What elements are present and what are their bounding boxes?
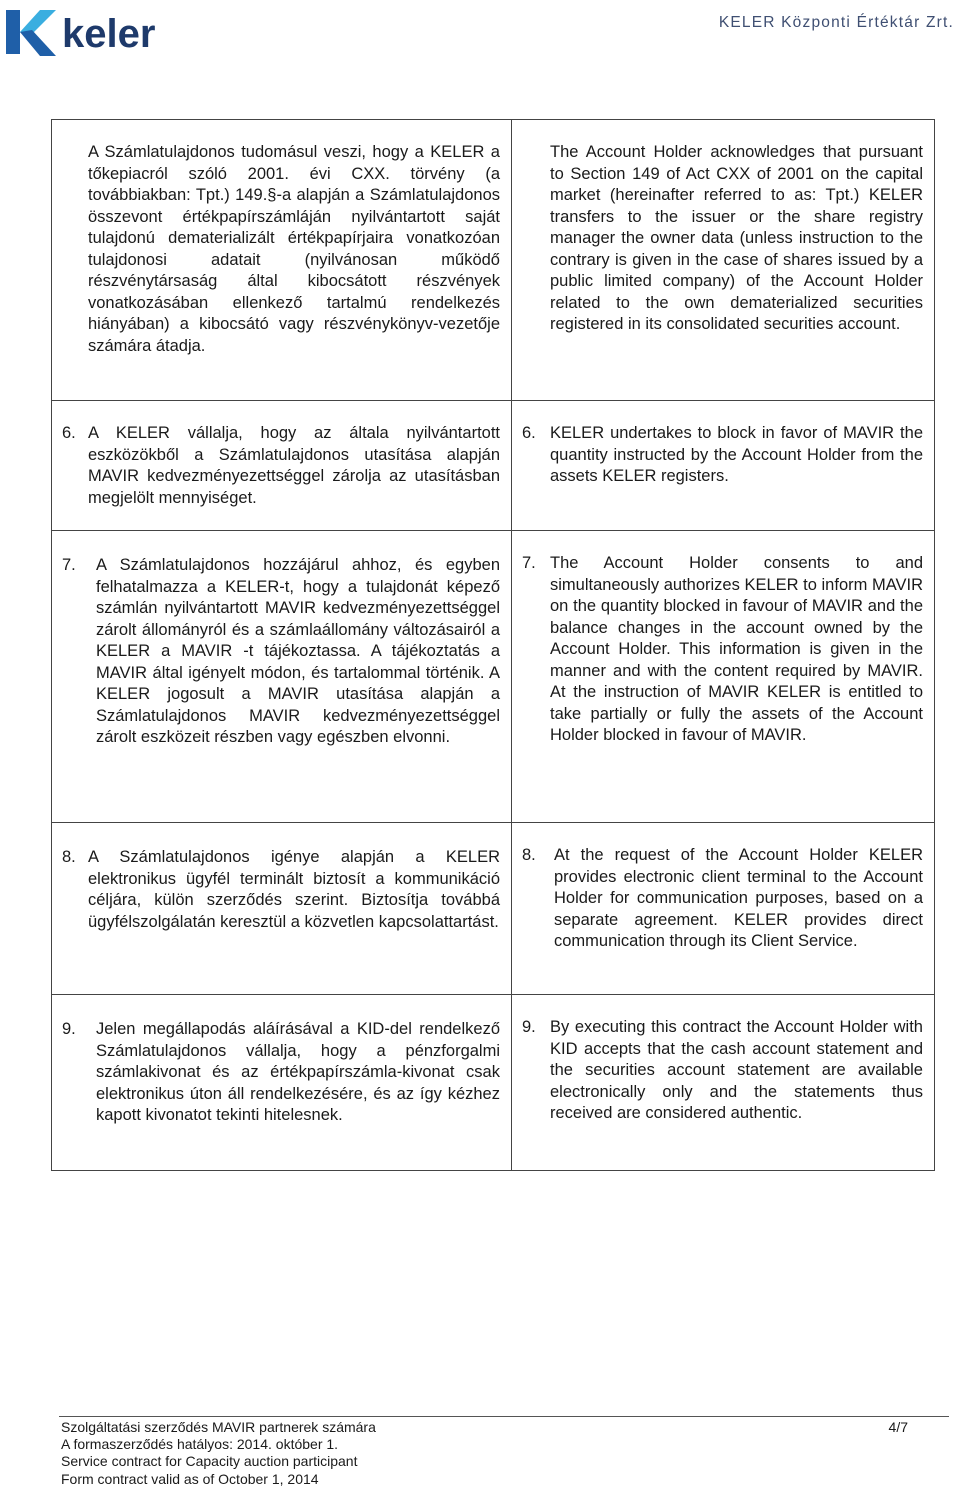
clause-en: [512, 995, 934, 1125]
clause-hungarian-cell: [52, 401, 512, 531]
clause-hungarian-cell: [52, 823, 512, 995]
clause-hu: [52, 531, 511, 749]
clause-text-en: The Account Holder consents to and simultaneously authorizes KELER to inform MAVIR on the quantity blocked in favour of MAVIR and the balance changes in the account owned by the Account Holder. This information is given in the manner and with the content required by MAVIR. At the instruction of MAVIR KELER is entitled to take partially or fully the assets of the Account Holder blocked in favour of MAVIR.: [550, 554, 923, 744]
clause-en: [512, 531, 934, 747]
clause-english-cell: [512, 995, 935, 1171]
footer-line-hu-title: Szolgáltatási szerződés MAVIR partnerek számára: [61, 1419, 376, 1435]
page-header: [0, 0, 960, 70]
clause-text-hu: A Számlatulajdonos hozzájárul ahhoz, és egyben felhatalmazza a KELER-t, hogy a tulajdonát képező számlán nyilvántartott MAVIR kedvezményezettséggel zárolt állományról és a számlaállomány változásairól a KELER a MAVIR -t tájékoztassa. A tájékoztatás a MAVIR által igényelt módon, és tartalommal történik. A KELER jogosult a MAVIR utasítása alapján a Számlatulajdonos MAVIR kedvezményezettséggel zárolt eszközeit részben vagy egészben elvonni.: [96, 556, 500, 746]
clause-english-cell: [512, 531, 935, 823]
clause-text-hu: A KELER vállalja, hogy az általa nyilvántartott eszközökből a Számlatulajdonos utasítása alapján MAVIR kedvezményezettséggel zárolja az utasításban megjelölt mennyiséget.: [88, 424, 500, 507]
footer-text: [61, 1419, 376, 1488]
clause-text-hu: A Számlatulajdonos igénye alapján a KELER elektronikus ügyfél terminált biztosít a kommunikáció céljára, külön szerződés szerint. Biztosítja továbbá ügyfélszolgálatán keresztül a közvetlen kapcsolattartást.: [88, 848, 500, 931]
clause-row: [52, 823, 935, 995]
clause-number-hu: 8.: [62, 848, 76, 866]
clause-number-hu: 7.: [62, 556, 76, 574]
clause-english-cell: [512, 823, 935, 995]
clause-text-hu: A Számlatulajdonos tudomásul veszi, hogy a KELER a tőkepiacról szóló 2001. évi CXX. törvény (a továbbiakban: Tpt.) 149.§-a alapján a Számlatulajdonos összevont értékpapírszámláján nyilvántartott saját tulajdonú dematerializált értékpapírjaira vonatkozóan tulajdonosi adatait (nyilvánosan működő részvénytársaság által kibocsátott részvények vonatkozásában ellenkező tartalmú rendelkezés hiányában) a kibocsátó vagy részvénykönyv-vezetője számára átadja.: [88, 143, 500, 355]
clause-text-en: By executing this contract the Account Holder with KID accepts that the cash account statement and the securities account statement are available electronically only and the statements thus received are considered authentic.: [550, 1018, 923, 1122]
clause-hu: [52, 823, 511, 933]
clause-text-en: The Account Holder acknowledges that pursuant to Section 149 of Act CXX of 2001 on the capital market (hereinafter referred to as: Tpt.) KELER transfers to the issuer or the share registry manager the owner data (unless instruction to the contrary is given in the case of shares issued by a public limited company) of the Account Holder related to the own dematerialized securities registered in its consolidated securities account.: [550, 143, 923, 333]
clause-row: [52, 401, 935, 531]
clause-number-en: 7.: [522, 554, 536, 572]
page-number: 4/7: [888, 1419, 908, 1435]
clause-row: [52, 995, 935, 1171]
clause-en: [512, 823, 934, 953]
clause-hu: [52, 401, 511, 509]
clause-number-en: 8.: [522, 846, 536, 864]
clause-text-hu: Jelen megállapodás aláírásával a KID-del rendelkező Számlatulajdonos vállalja, hogy a pénzforgalmi számlakivonat és az értékpapírszámla-kivonat csak elektronikus úton áll rendelkezésére, és az így kézhez kapott kivonatot tekinti hitelesnek.: [96, 1020, 500, 1124]
keler-logo: [4, 8, 194, 58]
keler-logo-text: keler: [62, 12, 156, 56]
clause-english-cell: [512, 401, 935, 531]
clause-row: [52, 531, 935, 823]
clause-hungarian-cell: [52, 531, 512, 823]
clause-number-en: 6.: [522, 424, 536, 442]
company-name: KELER Központi Értéktár Zrt.: [718, 14, 954, 31]
footer-line-hu-validity: A formaszerződés hatályos: 2014. október 1.: [61, 1436, 339, 1453]
keler-logo-icon: [6, 10, 56, 56]
clause-number-hu: 6.: [62, 424, 76, 442]
clause-number-en: 9.: [522, 1018, 536, 1036]
clause-text-en: KELER undertakes to block in favor of MAVIR the quantity instructed by the Account Holder from the assets KELER registers.: [550, 424, 923, 485]
footer-line-en-title: Service contract for Capacity auction participant: [61, 1453, 358, 1470]
clause-hungarian-cell: [52, 120, 512, 401]
contract-clauses-table: [51, 119, 935, 1171]
footer-line-en-validity: Form contract valid as of October 1, 2014: [61, 1470, 319, 1487]
clause-hu: [52, 995, 511, 1127]
clause-en: [512, 401, 934, 488]
footer-divider: [59, 1416, 949, 1417]
clause-hungarian-cell: [52, 995, 512, 1171]
clause-text-en: At the request of the Account Holder KELER provides electronic client terminal to the Account Holder for communication purposes, based on a separate agreement. KELER provides direct communication through its Client Service.: [554, 846, 923, 950]
clause-row: [52, 120, 935, 401]
clause-number-hu: 9.: [62, 1020, 76, 1038]
clause-english-cell: [512, 120, 935, 401]
